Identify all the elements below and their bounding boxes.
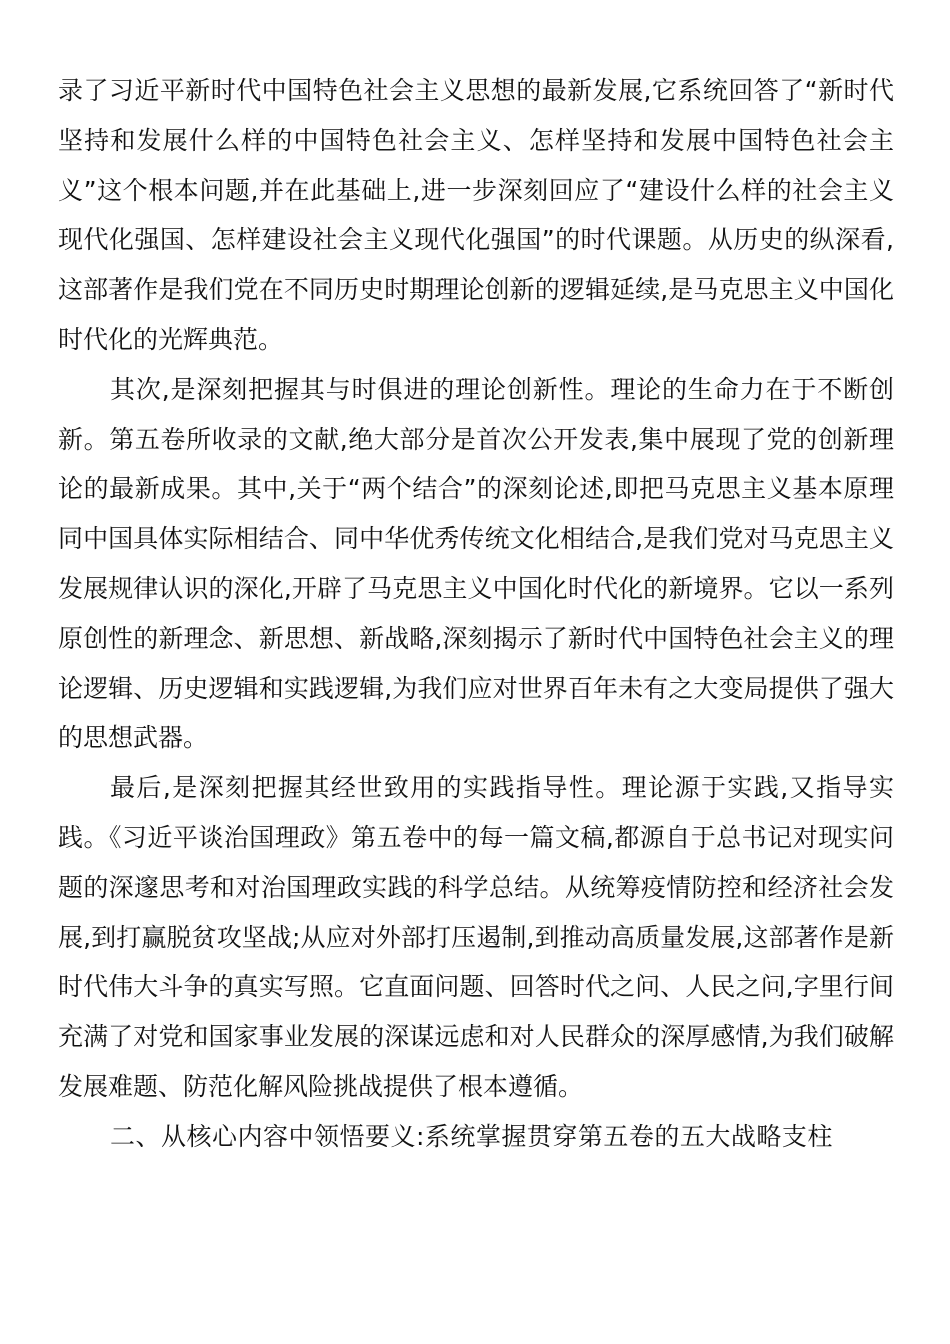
document-page	[58, 66, 894, 1162]
paragraph-continuation: 录了习近平新时代中国特色社会主义思想的最新发展,它系统回答了“新时代坚持和发展什么样的中国特色社会主义、怎样坚持和发展中国特色社会主义”这个根本问题,并在此基础上,进一步深刻回应了“建设什么样的社会主义现代化强国、怎样建设社会主义现代化强国”的时代课题。从历史的纵深看,这部著作是我们党在不同历史时期理论创新的逻辑延续,是马克思主义中国化时代化的光辉典范。	[58, 76, 894, 354]
paragraph-second-point: 其次,是深刻把握其与时俱进的理论创新性。理论的生命力在于不断创新。第五卷所收录的文献,绝大部分是首次公开发表,集中展现了党的创新理论的最新成果。其中,关于“两个结合”的深刻论述,即把马克思主义基本原理同中国具体实际相结合、同中华优秀传统文化相结合,是我们党对马克思主义发展规律认识的深化,开辟了马克思主义中国化时代化的新境界。它以一系列原创性的新理念、新思想、新战略,深刻揭示了新时代中国特色社会主义的理论逻辑、历史逻辑和实践逻辑,为我们应对世界百年未有之大变局提供了强大的思想武器。	[58, 374, 894, 753]
section-heading: 二、从核心内容中领悟要义:系统掌握贯穿第五卷的五大战略支柱	[110, 1121, 833, 1151]
paragraph-third-point: 最后,是深刻把握其经世致用的实践指导性。理论源于实践,又指导实践。《习近平谈治国理政》第五卷中的每一篇文稿,都源自于总书记对现实问题的深邃思考和对治国理政实践的科学总结。从统筹疫情防控和经济社会发展,到打赢脱贫攻坚战;从应对外部打压遏制,到推动高质量发展,这部著作是新时代伟大斗争的真实写照。它直面问题、回答时代之问、人民之问,字里行间充满了对党和国家事业发展的深谋远虑和对人民群众的深厚感情,为我们破解发展难题、防范化解风险挑战提供了根本遵循。	[58, 773, 894, 1101]
